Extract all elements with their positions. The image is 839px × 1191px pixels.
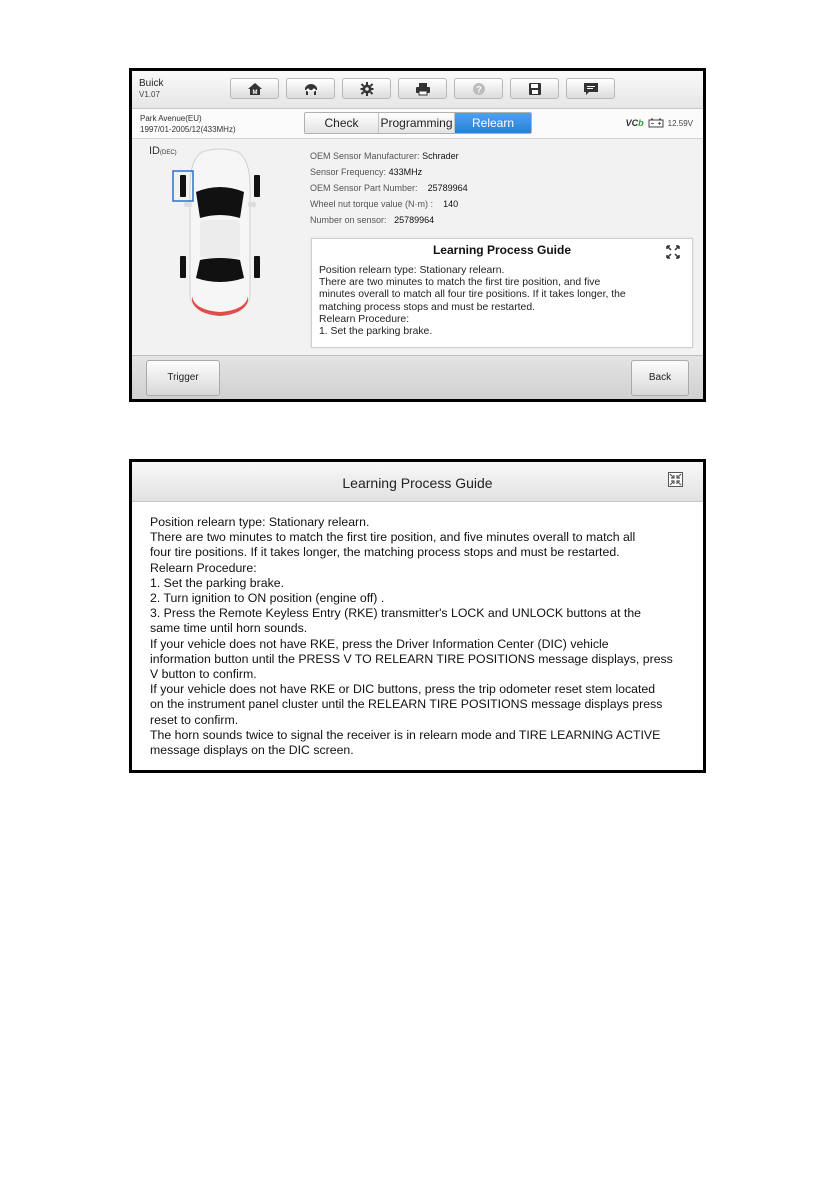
- printer-icon: [415, 82, 431, 96]
- learning-guide-fullscreen: [129, 459, 706, 773]
- guide-line: same time until horn sounds.: [150, 621, 308, 636]
- help-icon: [471, 82, 487, 96]
- tab-check[interactable]: Check: [305, 113, 379, 133]
- back-button[interactable]: Back: [631, 360, 689, 396]
- message-icon: [583, 82, 599, 96]
- software-version: V1.07: [139, 90, 160, 99]
- guide-line: There are two minutes to match the first tire position, and five minutes overall to match all: [150, 530, 636, 545]
- battery-icon: [648, 118, 664, 128]
- vehicle-top-view: [172, 146, 268, 318]
- trigger-button[interactable]: Trigger: [146, 360, 220, 396]
- vehicle-years: 1997/01-2005/12(433MHz): [140, 125, 236, 134]
- sensor-frequency: Sensor Frequency: 433MHz: [310, 167, 423, 177]
- function-tabs: [304, 112, 532, 134]
- tab-programming[interactable]: Programming: [379, 113, 455, 133]
- guide-text: [319, 265, 689, 338]
- vehicle-bar: [132, 109, 703, 139]
- guide-line: matching process stops and must be restarted.: [319, 301, 536, 313]
- svg-text:M: M: [252, 89, 257, 96]
- relearn-content: [132, 140, 703, 355]
- svg-text:?: ?: [475, 84, 482, 94]
- tire-rear-right[interactable]: [254, 256, 260, 278]
- top-toolbar: [132, 71, 703, 109]
- home-icon: [247, 82, 263, 96]
- guide-line: on the instrument panel cluster until the RELEARN TIRE POSITIONS message displays press: [150, 697, 663, 712]
- tire-rear-left[interactable]: [180, 256, 186, 278]
- battery-voltage: 12.59V: [667, 118, 693, 128]
- tpms-relearn-screen: [129, 68, 706, 402]
- sensor-manufacturer: OEM Sensor Manufacturer: Schrader: [310, 151, 459, 161]
- guide-header: [132, 462, 703, 502]
- guide-line: V button to confirm.: [150, 667, 257, 682]
- tire-front-right[interactable]: [254, 175, 260, 197]
- sensor-part-number: OEM Sensor Part Number: 25789964: [310, 183, 468, 193]
- guide-line: Position relearn type: Stationary relearn.: [150, 515, 370, 529]
- vehicle-lift-icon: [303, 82, 319, 96]
- guide-line: 1. Set the parking brake.: [319, 326, 433, 338]
- guide-line: If your vehicle does not have RKE, press the Driver Information Center (DIC) vehicle: [150, 636, 609, 651]
- guide-line: If your vehicle does not have RKE or DIC buttons, press the trip odometer reset stem located: [150, 682, 656, 697]
- home-button[interactable]: [230, 78, 279, 99]
- guide-line: information button until the PRESS V TO RELEARN TIRE POSITIONS message displays, press: [150, 651, 673, 666]
- save-button[interactable]: [510, 78, 559, 99]
- vehicle-info: [140, 113, 236, 135]
- guide-line: 3. Press the Remote Keyless Entry (RKE) transmitter's LOCK and UNLOCK buttons at the: [150, 606, 641, 621]
- collapse-icon[interactable]: [668, 472, 683, 487]
- guide-line: The horn sounds twice to signal the receiver is in relearn mode and TIRE LEARNING ACTIVE: [150, 727, 661, 742]
- vci-badge: VCb: [625, 118, 644, 128]
- guide-line: Relearn Procedure:: [319, 313, 410, 325]
- guide-line: message displays on the DIC screen.: [150, 743, 354, 758]
- guide-line: Position relearn type: Stationary relearn.: [319, 265, 505, 276]
- settings-button[interactable]: [342, 78, 391, 99]
- guide-full-text: [150, 515, 690, 758]
- bottom-bar: [132, 355, 703, 399]
- id-format-label: ID(DEC): [149, 145, 177, 157]
- guide-line: 2. Turn ignition to ON position (engine off) .: [150, 591, 385, 606]
- vci-status: [626, 118, 693, 128]
- brand-name: Buick: [139, 78, 164, 89]
- save-icon: [527, 82, 543, 96]
- message-button[interactable]: [566, 78, 615, 99]
- brand-info: [139, 78, 163, 100]
- print-button[interactable]: [398, 78, 447, 99]
- guide-line: four tire positions. If it takes longer, the matching process stops and must be restarted.: [150, 545, 620, 560]
- guide-title: Learning Process Guide: [432, 243, 572, 257]
- wheel-nut-torque: Wheel nut torque value (N·m) : 140: [310, 199, 459, 209]
- guide-title: Learning Process Guide: [342, 475, 493, 491]
- guide-line: There are two minutes to match the first tire position, and five: [319, 277, 601, 289]
- guide-line: 1. Set the parking brake.: [150, 575, 284, 590]
- vehicle-model: Park Avenue(EU): [140, 114, 202, 123]
- number-on-sensor: Number on sensor: 25789964: [310, 215, 435, 225]
- tab-relearn[interactable]: Relearn: [455, 113, 531, 133]
- guide-line: reset to confirm.: [150, 712, 239, 727]
- vehicle-lift-button[interactable]: [286, 78, 335, 99]
- guide-line: minutes overall to match all four tire positions. If it takes longer, the: [319, 289, 626, 301]
- expand-icon[interactable]: [666, 245, 680, 259]
- guide-line: Relearn Procedure:: [150, 560, 257, 575]
- help-button[interactable]: [454, 78, 503, 99]
- learning-guide-panel[interactable]: [311, 238, 693, 348]
- settings-gear-icon: [359, 82, 375, 96]
- sensor-info: [310, 148, 468, 228]
